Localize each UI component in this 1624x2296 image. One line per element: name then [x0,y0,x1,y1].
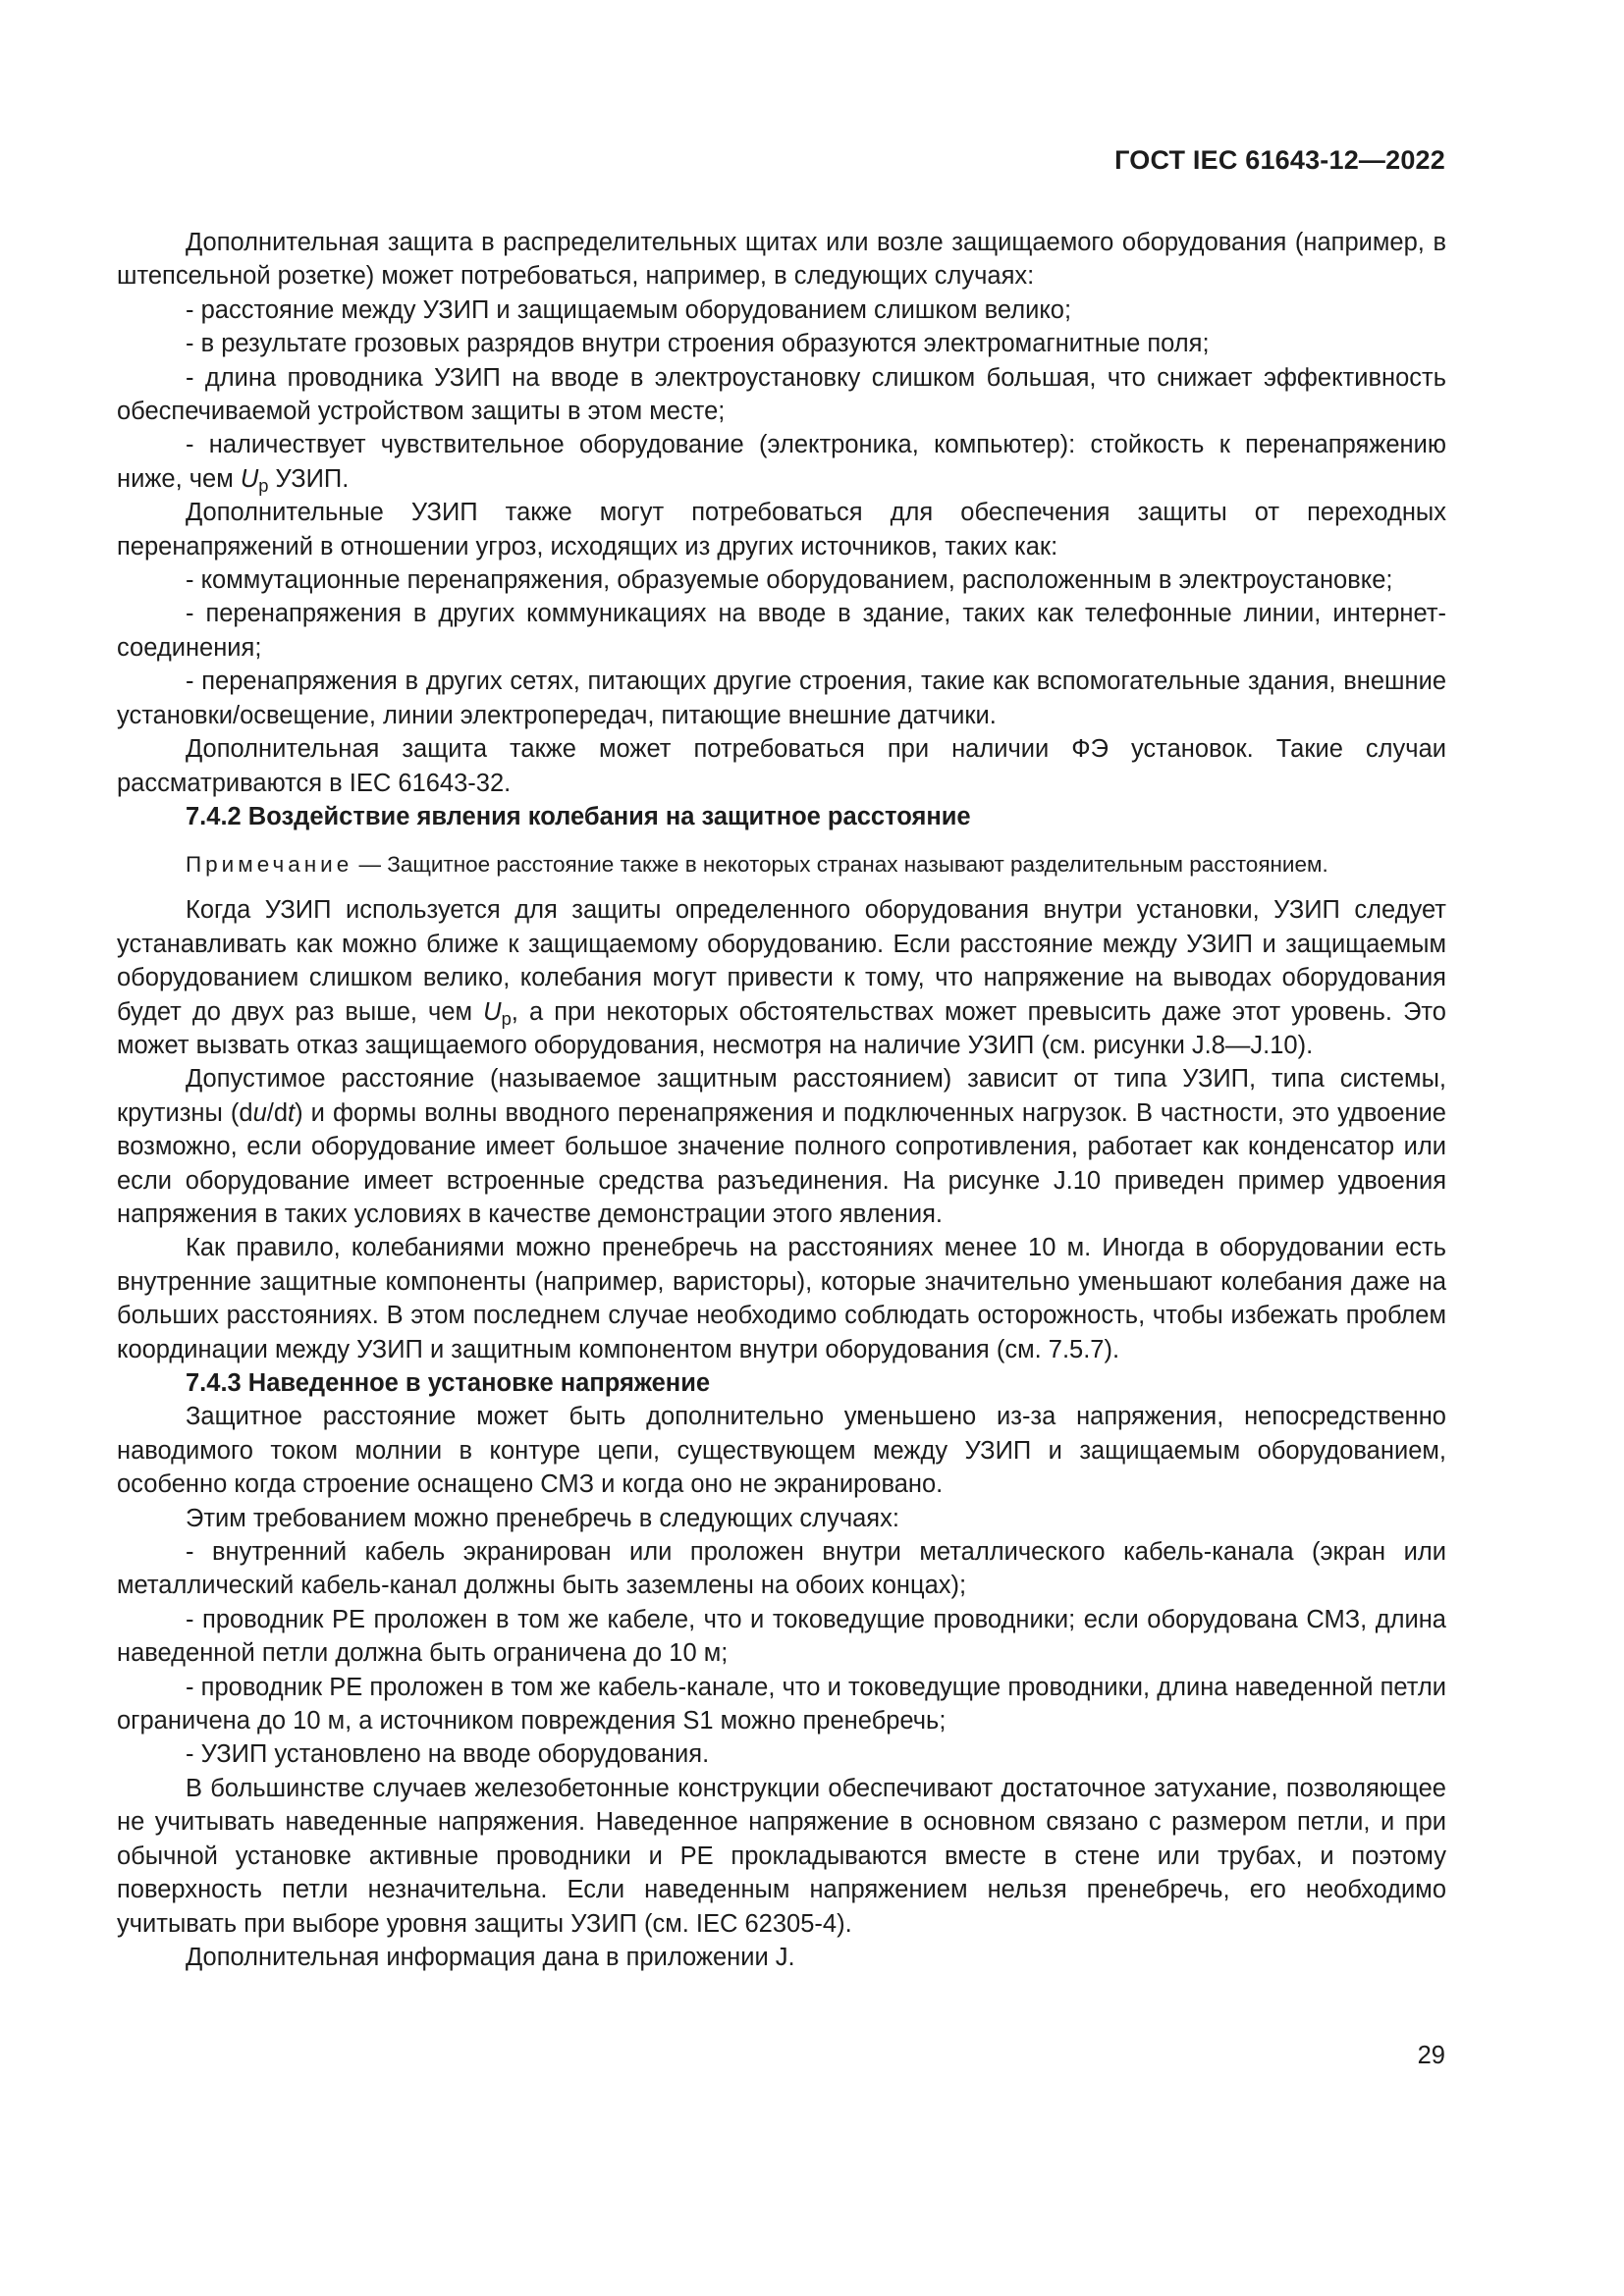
list-item: - перенапряжения в других коммуникациях на вводе в здание, таких как телефонные линии, интернет-соединения; [117,600,1446,662]
paragraph-additional-spd: Дополнительные УЗИП также могут потребоваться для обеспечения защиты от переходных перенапряжений в отношении угроз, исходящих из других источников, таких как: [117,499,1446,561]
note-text: — Защитное расстояние также в некоторых странах называют разделительным расстоянием. [352,852,1328,878]
list-item: - перенапряжения в других сетях, питающих другие строения, такие как вспомогательные здания, внешние установки/освещение, линии электропередач, питающие внешние датчики. [117,667,1446,729]
symbol-u: u [252,1098,267,1127]
paragraph-spd-placement [117,893,1446,1062]
list-item: - УЗИП установлено на вводе оборудования. [186,1740,710,1769]
paragraph-additional-protection: Дополнительная защита в распределительных щитах или возле защищаемого оборудования (например, в штепсельной розетке) может потребоваться, например, в следующих случаях: [117,229,1446,291]
list-item: - длина проводника УЗИП на вводе в электроустановку слишком большая, что снижает эффективность обеспечиваемой устройством защиты в этом месте; [117,363,1446,426]
paragraph-neglect-cases: Этим требованием можно пренебречь в следующих случаях: [186,1504,899,1532]
text-fragment: Когда УЗИП используется для защиты определенного оборудования внутри установки, УЗИП следует устанавливать как можно ближе к защищаемому оборудованию. Если расстояние между УЗИП и защищаемым оборудованием слишком велико, колебания могут привести к тому, что напряжение на выводах оборудования будет до двух раз выше, чем [117,896,1446,1026]
text-fragment: ) и формы волны вводного перенапряжения и подключенных нагрузок. В частности, это удвоение возможно, если оборудование имеет большое значение полного сопротивления, работает как конденсатор или если оборудование имеет встроенные средства разъединения. На рисунке J.10 приведен пример удвоения напряжения в таких условиях в качестве демонстрации этого явления. [117,1098,1446,1228]
section-heading-7-4-3: 7.4.3 Наведенное в установке напряжение [186,1369,711,1397]
paragraph-protective-distance [117,1062,1446,1231]
list-item: - расстояние между УЗИП и защищаемым оборудованием слишком велико; [186,295,1072,324]
list-item: - в результате грозовых разрядов внутри строения образуются электромагнитные поля; [186,330,1210,358]
list-item: - коммутационные перенапряжения, образуемые оборудованием, расположенным в электроустановке; [186,566,1393,595]
symbol-u: U [240,464,259,493]
note-label: Примечание [186,852,353,878]
list-item: - проводник PE проложен в том же кабеле, что и токоведущие проводники; если оборудована СМЗ, длина наведенной петли должна быть ограничена до 10 м; [117,1605,1446,1668]
page-number: 29 [1417,2042,1445,2069]
list-item: - проводник PE проложен в том же кабель-канале, что и токоведущие проводники, длина наведенной петли ограничена до 10 м, а источником повреждения S1 можно пренебречь; [117,1673,1446,1735]
paragraph-pv-installations: Дополнительная защита также может потребоваться при наличии ФЭ установок. Такие случаи рассматриваются в IEC 61643-32. [117,735,1446,797]
note [117,849,1446,880]
paragraph-induced-voltage: Защитное расстояние может быть дополнительно уменьшено из-за напряжения, непосредственно наводимого током молнии в контуре цепи, существующем между УЗИП и защищаемым оборудованием, особенно когда строение оснащено СМЗ и когда оно не экранировано. [117,1403,1446,1499]
symbol-t: t [288,1098,296,1127]
paragraph-reinforced-concrete: В большинстве случаев железобетонные конструкции обеспечивают достаточное затухание, позволяющее не учитывать наведенные напряжения. Наведенное напряжение в основном связано с размером петли, и при обычной установке активные проводники и PE прокладываются вместе в стене или трубах, и поэтому поверхность петли незначительна. Если наведенным напряжением нельзя пренебречь, его необходимо учитывать при выборе уровня защиты УЗИП (см. IEC 62305-4). [117,1774,1446,1938]
paragraph-annex-reference: Дополнительная информация дана в приложении J. [186,1943,795,1971]
symbol-u: U [483,997,502,1026]
paragraph-oscillations: Как правило, колебаниями можно пренебречь на расстояниях менее 10 м. Иногда в оборудовании есть внутренние защитные компоненты (например, варисторы), которые значительно уменьшают колебания даже на больших расстояниях. В этом последнем случае необходимо соблюдать осторожность, чтобы избежать проблем координации между УЗИП и защитным компонентом внутри оборудования (см. 7.5.7). [117,1234,1446,1363]
list-item: - внутренний кабель экранирован или проложен внутри металлического кабель-канала (экран или металлический кабель-канал должны быть заземлены на обоих концах); [117,1538,1446,1600]
text-fragment: - наличествует чувствительное оборудование (электроника, компьютер): стойкость к перенапряжению ниже, чем [117,431,1446,493]
document-code-header: ГОСТ IEC 61643-12—2022 [1114,145,1445,175]
list-item [117,428,1446,496]
text-fragment: УЗИП. [268,464,350,493]
document-body [117,226,1446,1974]
section-heading-7-4-2: 7.4.2 Воздействие явления колебания на защитное расстояние [186,802,971,830]
symbol-subscript: p [258,474,269,496]
text-fragment: Допустимое расстояние (называемое защитным расстоянием) зависит от типа УЗИП, типа системы, крутизны (d [117,1065,1446,1127]
symbol-subscript: p [501,1007,512,1029]
text-fragment: , а при некоторых обстоятельствах может превысить даже этот уровень. Это может вызвать отказ защищаемого оборудования, несмотря на наличие УЗИП (см. рисунки J.8—J.10). [117,997,1446,1059]
text-fragment: /d [266,1098,289,1127]
